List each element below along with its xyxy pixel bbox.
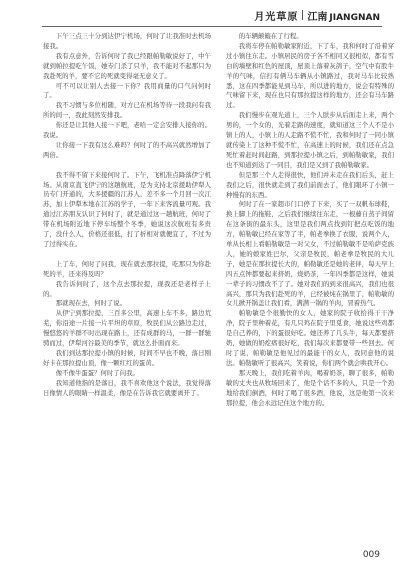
left-column bbox=[43, 32, 211, 399]
paragraph: 我们到达那拉提小镇的时候，时间不早也不晚，落日刚好卡在那拉提山顶，像一颗红红的蛋黄。 bbox=[43, 348, 211, 367]
header-separator bbox=[302, 10, 303, 20]
paragraph: 我有点意外，告诉何时了我已经跟帕勒敏说好了，中午就到帕拉提吃午饭，她专门杀了只羊，我不能对不起那只为我赴死的羊，要不它的死就变得毫无意义了。 bbox=[43, 51, 211, 80]
header-rule bbox=[42, 26, 382, 27]
paragraph: 那天晚上，我们吃着羊肉，喝着奶茶，聊了很多，帕勒敏的丈夫也从牧场回来了，他是个话不多的人，只是一个劲地给我们倒酒，何时了喝了很多酒，他说，这是他第一次来那拉提，他会永远记住这个地方的。 bbox=[226, 368, 394, 407]
paragraph: 何时了在一家超市门口停了下来，买了一双帆布球鞋，换上脚上的拖鞋，之后我们继续往东走，一根藤自蒸子间留在这条街的最东头，这里是我们两点找到钉把点吃饭的地方，帕勒敏已经在家等了半，帕老拳换了衣服，说两个人，单从长相上看帕勒敏是一对父女，不过帕勒敏不是哈萨克族人，她的娘家姓巴尔，父亲是牧民，帕老拳是牧民的大儿子，她是在那拉提长大的，帕勒敏还是她的老伴，每天早上四五点钟都要起来挤奶，烧奶茶，一年四季都是这样，她说一辈子的习惯改不了了。她对我们的到来很高兴，我们也很高兴，那只为我们赴死的羊，已经被炖在锅里了，帕勒敏的女儿掀开锅盖让我们看，满满一锅的羊肉，冒着热气。 bbox=[226, 200, 394, 308]
paragraph: 我知道他指的是落日，我不喜欢他这个说法，我觉得落日像情人的眼睛一样温柔，像是在告诉我它就要离开了。 bbox=[43, 378, 211, 397]
paragraph: 的车辆颠簸在了行程。 bbox=[238, 32, 303, 40]
paragraph: 下午三点三十分到达伊宁机场，何时了让我准时去机场接我。 bbox=[43, 32, 211, 50]
logo-pinyin: JIANGNAN bbox=[329, 12, 380, 23]
paragraph: 我们慢步在观光道上，三个人肤步从后面走上来，两个男的，一个女的，光着走路的速度，就知道这三个人不是小镇上的人，小镇上的人走路不慌不忙，我和何时了一同小镇就传染上了这种不慌不忙，在高速上的时候，我们还在点急死忙着赶时间赶路，到那拉提小镇之后，到帕勒敏家，我们也不知道到达了一同目，我们是又到了我帕勒敏家。 bbox=[226, 111, 394, 169]
paragraph: 但是那三个人走得很快，他们并未走在我们后头，赶上我们之后，很快就走到了我们前面去了，他们眼环了小镇一种慢有的东西。 bbox=[226, 170, 394, 199]
paragraph: 我将车停在帕勒敏家附近，下了车，我和何时了沿着穿过小镇往东走。小镇居民的房子各不相同又很相似，都有雪白的墙壁和红色的屋顶，屋顶上落着灰鸽子，空气中有股牛羊的气味，信打有俩马车辆从小镇路过，我对马车比较熟悉，这在四季都能见到马车，所以进的地方，说会有特殊的气味留下来，现在也只有那拉提这样的地方，还会有马车路过。 bbox=[226, 41, 394, 110]
paragraph: 帕勒敏是个很勤快的女人，她家的院子收拾得干干净净，院子里种着花，有几只鸡在院子里觅食，她说这些鸡都是自己养的，下的蛋很好吃。她还养了几头牛，每天都要挤奶，她做的奶疙瘩很好吃，我们每次来都要带一些回去。何时了说，帕勒敏是他见过的最能干的女人，我同意他的说法。帕勒敏听了很高兴，笑着说，你们两个就会哄我开心。 bbox=[226, 309, 394, 367]
paragraph: 那就现在去，何时了说。 bbox=[55, 299, 127, 308]
paragraph: 从伊宁到那拉提，三百多公里，高速上车不多，路边荒芜，你沿途一片接一片平坦的草原，牧民们从公路边走过，慢悠悠的羊群不时出现在路上，还有成群的马，一群一群驰骋而过，伊犁河谷最美的季节，就这么扑面而来。 bbox=[43, 309, 211, 348]
paragraph: 我不习惯与多位相随，对方已在机场等待一段我问有我所的间一，我此刻然安排我。 bbox=[43, 101, 211, 120]
paragraph: 上了车，何时了问我，现在就去那拉提，吃那只为你赴死的羊，还来得及吗？ bbox=[43, 259, 211, 278]
paragraph: 我告诉何时了，这个点去那拉提，现我还是老样子上的。 bbox=[43, 279, 211, 298]
logo-text: 江南 bbox=[307, 11, 328, 23]
page-header bbox=[254, 4, 380, 26]
paragraph: 可不可以让别人去接一下你？我用商量的口气问何时了。 bbox=[43, 81, 211, 100]
paragraph: 你还是让其他人接一下吧，老哈一定会安排人接你的。我说。 bbox=[43, 121, 211, 140]
right-column bbox=[226, 32, 394, 408]
magazine-logo bbox=[307, 8, 380, 23]
page-number: 009 bbox=[362, 550, 380, 560]
paragraph: 像不像牛蛋蛋？何时了问我。 bbox=[55, 368, 139, 377]
paragraph: 我不得不留下来接何时了。下午，飞机准点降落伊宁机场。从南京直飞伊宁的这趟航班，是为支持北京援助伊犁人员专门开通的，大多援疆的江苏人，差不多一个月回一次江苏，加上伊犁本地在江苏的学子，一年下来客流量可观。我通过江苏朋友认识了何时了，就是通过这一趟航班，何时了带在机场附近地下停车场整个冬季，她说这次航班有多贵了，没什么人，价格还很低，打了折相对就便宜了，不过为了过得实在。 bbox=[43, 170, 211, 249]
column-title: 月光草原 bbox=[254, 11, 299, 23]
paragraph: 让你接一下我有这么难吗？何时了的不高兴就然增加了两倍。 bbox=[43, 140, 211, 159]
